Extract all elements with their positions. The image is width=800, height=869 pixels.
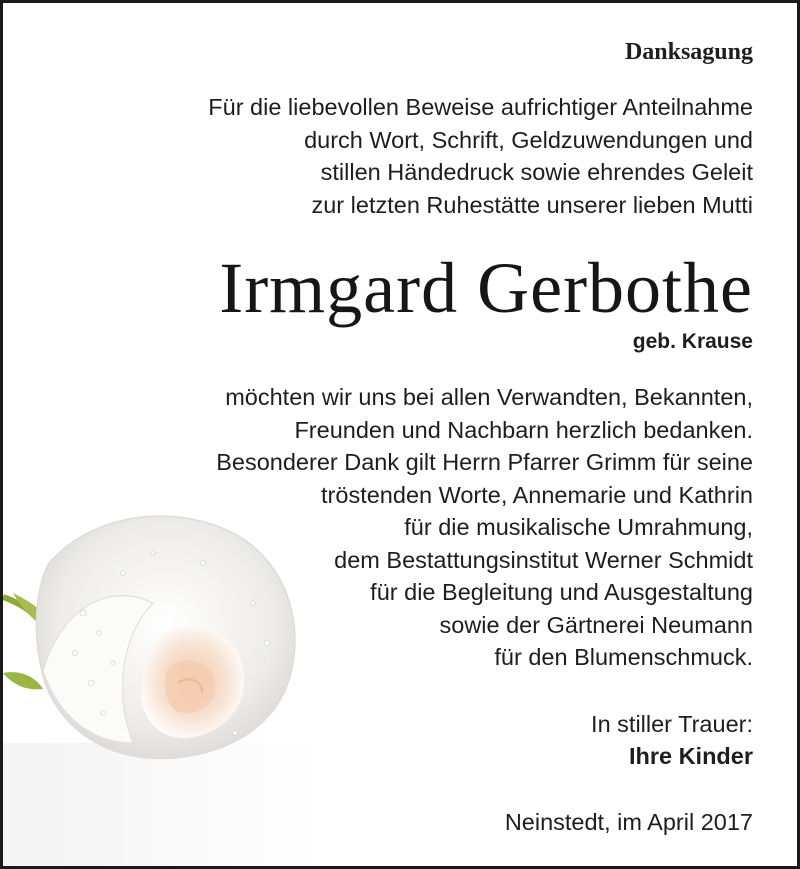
intro-paragraph (208, 91, 753, 221)
deceased-name: Irmgard Gerbothe (219, 248, 753, 328)
thanks-line: sowie der Gärtnerei Neumann (439, 611, 753, 638)
mourning-phrase: In stiller Trauer: (591, 711, 753, 737)
intro-line: Für die liebevollen Beweise aufrichtiger Anteilnahme (208, 94, 753, 120)
maiden-name: geb. Krause (632, 330, 753, 353)
thanks-line: dem Bestattungsinstitut Werner Schmidt (334, 546, 753, 573)
thanks-line: möchten wir uns bei allen Verwandten, Bekannten, (225, 384, 753, 410)
thanks-line: Freunden und Nachbarn herzlich bedanken. (294, 416, 753, 443)
place-date: Neinstedt, im April 2017 (504, 809, 753, 835)
intro-line: zur letzten Ruhestätte unserer lieben Mutti (311, 191, 753, 218)
thanks-line: für die musikalische Umrahmung, (404, 514, 753, 540)
thanks-line: für die Begleitung und Ausgestaltung (370, 579, 753, 605)
thanks-line: Besonderer Dank gilt Herrn Pfarrer Grimm für seine (216, 449, 753, 475)
signature: Ihre Kinder (628, 743, 753, 769)
thanks-line: für den Blumenschmuck. (494, 644, 753, 670)
intro-line: durch Wort, Schrift, Geldzuwendungen und (304, 126, 753, 153)
heading: Danksagung (624, 39, 753, 65)
thanks-paragraph (216, 381, 753, 674)
thanks-line: tröstenden Worte, Annemarie und Kathrin (321, 481, 753, 508)
intro-line: stillen Händedruck sowie ehrendes Geleit (320, 159, 753, 185)
